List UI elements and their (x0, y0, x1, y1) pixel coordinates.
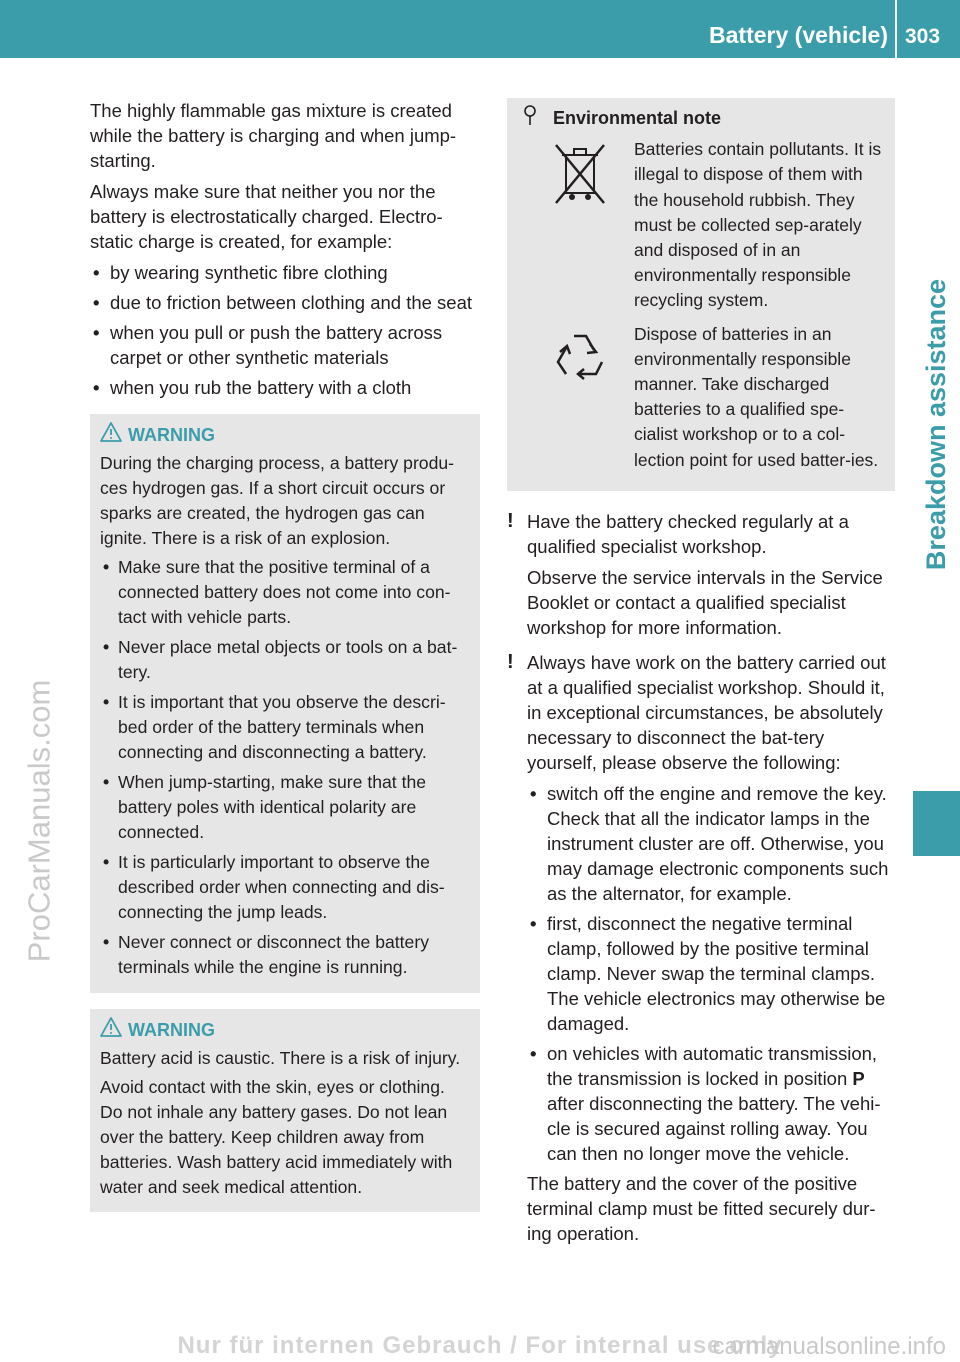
warning-heading (100, 422, 470, 449)
crossed-out-bin-icon (519, 137, 634, 313)
notice-exclamation-icon: ! (507, 650, 514, 673)
list-item: • when you pull or push the battery across carpet or other synthetic materials (90, 320, 480, 370)
list-item: • by wearing synthetic fibre clothing (90, 260, 480, 285)
list-item: • Make sure that the positive terminal of a connected battery does not come into con-tact with vehicle parts. (100, 555, 470, 630)
intro-paragraph-1: The highly flammable gas mixture is created while the battery is charging and when jump-starting. (90, 100, 457, 171)
page-number: 303 (905, 25, 941, 48)
list-item: • Never place metal objects or tools on a bat-tery. (100, 635, 470, 685)
warning-heading (100, 1017, 470, 1044)
side-tab-marker (913, 791, 960, 856)
notice-text: Always have work on the battery carried out at a qualified specialist workshop. Should it, in exceptional circumstances, be absolutely necessary to disconnect the bat-tery yourself, please observe the following: (527, 651, 886, 773)
environmental-note-row (519, 322, 883, 473)
left-column (90, 98, 480, 1228)
watermark (0, 0, 78, 1362)
intro-bullet-list (90, 260, 480, 400)
environmental-note-row (519, 137, 883, 313)
chapter-side-tab (913, 58, 960, 1362)
intro-paragraph-2: Always make sure that neither you nor the battery is electrostatically charged. Electro-static charge is created, for example: (90, 181, 443, 252)
list-item: • It is important that you observe the descri-bed order of the battery terminals when connecting and disconnecting a battery. (100, 690, 470, 765)
list-item: • It is particularly important to observe the described order when connecting and dis-connecting the jump leads. (100, 850, 470, 925)
environmental-note-box (507, 98, 895, 491)
environmental-note-heading (519, 104, 883, 133)
right-column (507, 98, 895, 1252)
warning-text: Avoid contact with the skin, eyes or clothing. Do not inhale any battery gases. Do not lean over the battery. Keep children away from batteries. Wash battery acid immediately with water and seek medical attention. (100, 1077, 453, 1197)
gear-position-label: P (852, 1067, 865, 1089)
notice-text: Have the battery checked regularly at a qualified specialist workshop. (527, 510, 849, 557)
notice-bullet-list (527, 781, 895, 1166)
header-divider (895, 0, 897, 58)
warning-box-explosion (90, 414, 480, 993)
notice-text: Observe the service intervals in the Service Booklet or contact a qualified specialist workshop for more information. (527, 566, 883, 638)
warning-heading-label: WARNING (128, 425, 215, 445)
side-tab-label: Breakdown assistance (921, 278, 952, 571)
environmental-note-text: Batteries contain pollutants. It is illegal to dispose of them with the household rubbish. They must be collected sep-arately and disposed of in an environmentally responsible recycling system. (634, 139, 882, 311)
list-item: • Never connect or disconnect the battery terminals while the engine is running. (100, 930, 470, 980)
environmental-note-text: Dispose of batteries in an environmentally responsible manner. Take discharged batteries to a qualified spe-cialist workshop or to a col-lection point for used batter-ies. (634, 323, 879, 470)
list-item-text: after disconnecting the battery. The vehi-cle is secured against rolling away. You can then no longer move the vehicle. (547, 1092, 881, 1164)
notice-exclamation-icon: ! (507, 509, 514, 532)
notice-battery-check (507, 509, 895, 640)
environmental-note-title: Environmental note (553, 108, 722, 128)
warning-text: During the charging process, a battery produ-ces hydrogen gas. If a short circuit occurs or sparks are created, the hydrogen gas can ignite. There is a risk of an explosion. (100, 453, 455, 548)
warning-heading-label: WARNING (128, 1020, 215, 1040)
footer-internal-use: Nur für internen Gebrauch / For internal use only (177, 1332, 783, 1359)
warning-triangle-icon (100, 422, 122, 449)
list-item (527, 1041, 895, 1166)
list-item: • due to friction between clothing and the seat (90, 290, 480, 315)
environmental-note-icon (519, 104, 541, 133)
list-item: • when you rub the battery with a cloth (90, 375, 480, 400)
footer-url: carmanualsonline.info (712, 1333, 946, 1360)
recycling-icon (519, 322, 634, 473)
warning-triangle-icon (100, 1017, 122, 1044)
list-item: • switch off the engine and remove the key. Check that all the indicator lamps in the instrument cluster are off. Otherwise, you may damage electronic components such as the alternator, for example. (527, 781, 895, 906)
watermark-text: ProCarManuals.com (21, 679, 57, 963)
side-tab-label-wrap (913, 58, 960, 791)
section-title: Battery (vehicle) (709, 22, 888, 48)
list-item: • first, disconnect the negative terminal clamp, followed by the positive terminal clamp. Never swap the terminal clamps. The vehicle electronics may otherwise be damaged. (527, 911, 895, 1036)
notice-closing-text: The battery and the cover of the positive terminal clamp must be fitted securely dur-ing operation. (527, 1172, 876, 1244)
list-item: • When jump-starting, make sure that the battery poles with identical polarity are connected. (100, 770, 470, 845)
notice-battery-work (507, 650, 895, 1246)
list-item-text: on vehicles with automatic transmission, the transmission is locked in position (547, 1042, 878, 1089)
warning-box-acid (90, 1009, 480, 1212)
warning-text: Battery acid is caustic. There is a risk of injury. (100, 1048, 461, 1068)
warning-bullet-list (100, 555, 470, 980)
header-bar (0, 0, 960, 58)
